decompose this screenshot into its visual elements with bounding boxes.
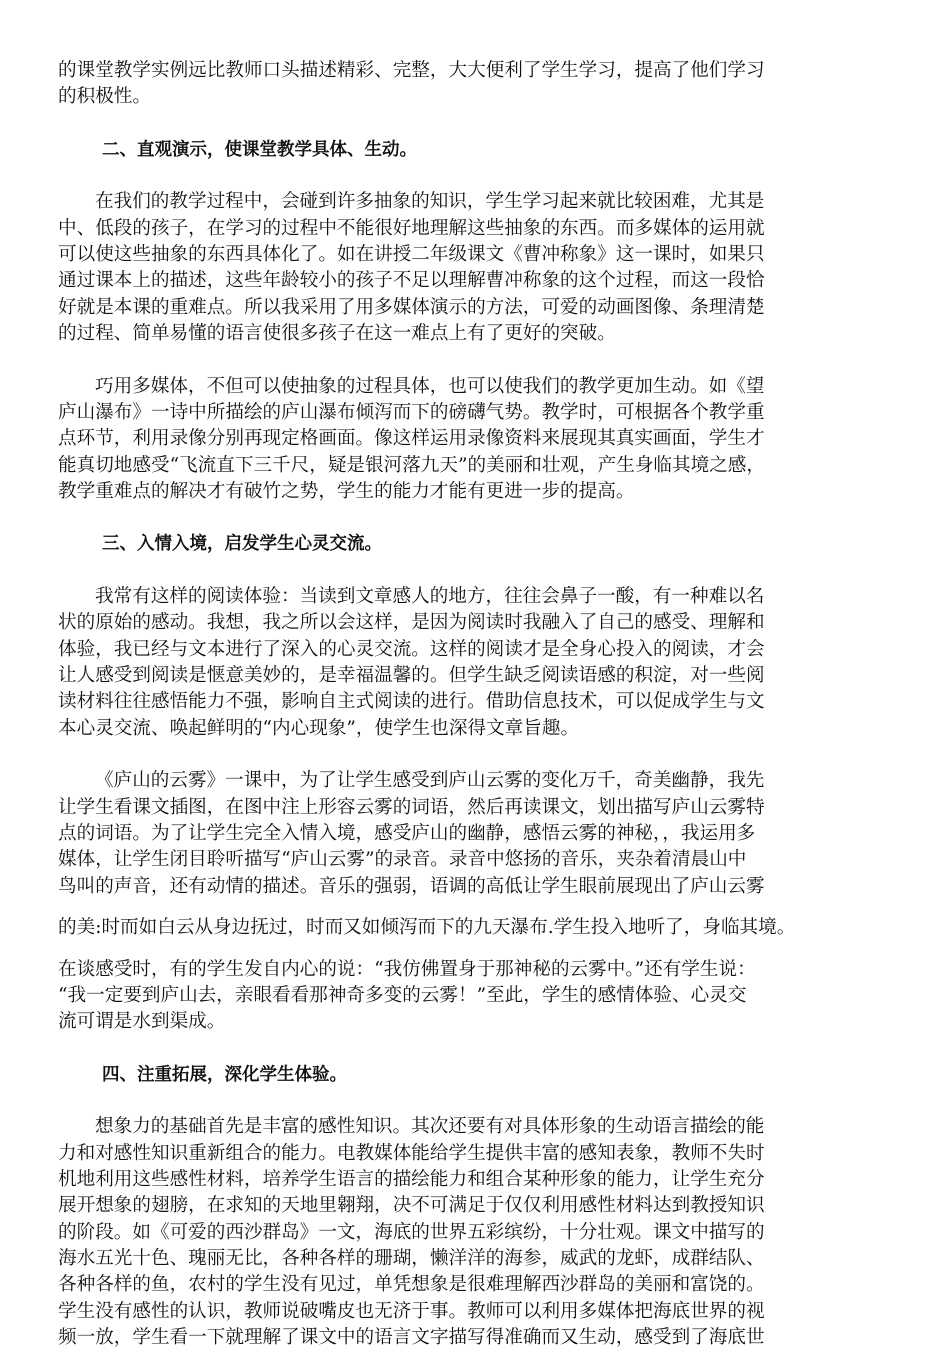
text-line: 想象力的基础首先是丰富的感性知识。其次还要有对具体形象的生动语言描绘的能 [95,1116,765,1138]
text-line: 让人感受到阅读是惬意美妙的，是幸福温馨的。但学生缺乏阅读语感的积淀，对一些阅 [58,665,765,687]
paragraph [58,584,898,742]
text-line: 海水五光十色、瑰丽无比，各种各样的珊瑚，懒洋洋的海参，威武的龙虾，成群结队、 [58,1248,765,1270]
text-line: 各种各样的鱼，农村的学生没有见过，单凭想象是很难理解西沙群岛的美丽和富饶的。 [58,1274,765,1296]
text-line: 流可谓是水到渠成。 [58,1011,226,1033]
document-page [58,58,898,1352]
text-line: 让学生看课文插图，在图中注上形容云雾的词语，然后再读课文，划出描写庐山云雾特 [58,796,765,818]
text-line: 机地利用这些感性材料，培养学生语言的描绘能力和组合某种形象的能力，让学生充分 [58,1168,765,1190]
text-line: 读材料往往感悟能力不强，影响自主式阅读的进行。借助信息技术，可以促成学生与文 [58,691,765,713]
paragraph [58,189,898,347]
paragraph [58,1114,898,1352]
text-line: 学生没有感性的认识，教师说破嘴皮也无济于事。教师可以利用多媒体把海底世界的视 [58,1300,765,1322]
text-line: 中、低段的孩子，在学习的过程中不能很好地理解这些抽象的东西。而多媒体的运用就 [58,217,765,239]
text-line: 能真切地感受“飞流直下三千尺，疑是银河落九天”的美丽和壮观，产生身临其境之感， [58,454,765,476]
text-line: 的过程、简单易懂的语言使很多孩子在这一难点上有了更好的突破。 [58,323,616,345]
text-line: 的美:时而如白云从身边抚过，时而又如倾泻而下的九天瀑布.学生投入地听了，身临其境。 [58,917,796,939]
text-line: 点环节，利用录像分别再现定格画面。像这样运用录像资料来展现其真实画面，学生才 [58,428,765,450]
section-heading: 三、入情入境，启发学生心灵交流。 [102,534,382,555]
text-line: 体验，我已经与文本进行了深入的心灵交流。这样的阅读才是全身心投入的阅读，才会 [58,638,765,660]
text-line: 教学重难点的解决才有破竹之势，学生的能力才能有更进一步的提高。 [58,481,635,503]
text-line: 频一放，学生看一下就理解了课文中的语言文字描写得准确而又生动，感受到了海底世 [58,1327,765,1349]
text-line: 《庐山的云雾》一课中，为了让学生感受到庐山云雾的变化万千，奇美幽静，我先 [95,770,765,792]
text-line: 我常有这样的阅读体验：当读到文章感人的地方，往往会鼻子一酸，有一种难以名 [95,585,765,607]
text-line: 展开想象的翅膀，在求知的天地里翱翔，决不可满足于仅仅利用感性材料达到教授知识 [58,1195,765,1217]
text-line: 庐山瀑布》一诗中所描绘的庐山瀑布倾泻而下的磅礴气势。教学时，可根据各个教学重 [58,401,765,423]
paragraph [58,957,898,1036]
section-heading: 四、注重拓展，深化学生体验。 [102,1064,347,1085]
text-line: 在谈感受时，有的学生发自内心的说：“我仿佛置身于那神秘的云雾中。”还有学生说： [58,958,756,980]
text-line: “我一定要到庐山去，亲眼看看那神奇多变的云雾！”至此，学生的感情体验、心灵交 [58,984,747,1006]
paragraph [58,374,898,506]
text-line: 可以使这些抽象的东西具体化了。如在讲授二年级课文《曹冲称象》这一课时，如果只 [58,243,765,265]
text-line: 本心灵交流、唤起鲜明的“内心现象”，使学生也深得文章旨趣。 [58,717,580,739]
text-line: 力和对感性知识重新组合的能力。电教媒体能给学生提供丰富的感知表象，教师不失时 [58,1142,765,1164]
text-line: 好就是本课的重难点。所以我采用了用多媒体演示的方法，可爱的动画图像、条理清楚 [58,296,765,318]
text-line: 在我们的教学过程中，会碰到许多抽象的知识，学生学习起来就比较困难，尤其是 [95,191,765,213]
text-line: 通过课本上的描述，这些年龄较小的孩子不足以理解曹冲称象的这个过程，而这一段恰 [58,270,765,292]
text-line: 巧用多媒体，不但可以使抽象的过程具体，也可以使我们的教学更加生动。如《望 [95,375,765,397]
text-line: 的阶段。如《可爱的西沙群岛》一文，海底的世界五彩缤纷，十分壮观。课文中描写的 [58,1221,765,1243]
text-line: 媒体，让学生闭目聆听描写“庐山云雾”的录音。录音中悠扬的音乐，夹杂着清晨山中 [58,849,747,871]
text-line: 的课堂教学实例远比教师口头描述精彩、完整，大大便利了学生学习，提高了他们学习 [58,60,765,81]
paragraph [58,768,898,900]
intro-paragraph [58,58,898,111]
text-line: 鸟叫的声音，还有动情的描述。音乐的强弱，语调的高低让学生眼前展现出了庐山云雾 [58,875,765,897]
section-heading: 二、直观演示，使课堂教学具体、生动。 [102,139,417,160]
text-line: 状的原始的感动。我想，我之所以会这样，是因为阅读时我融入了自己的感受、理解和 [58,612,765,634]
text-line: 点的词语。为了让学生完全入情入境，感受庐山的幽静，感悟云雾的神秘，，我运用多 [58,822,756,844]
text-line: 的积极性。 [58,86,151,108]
